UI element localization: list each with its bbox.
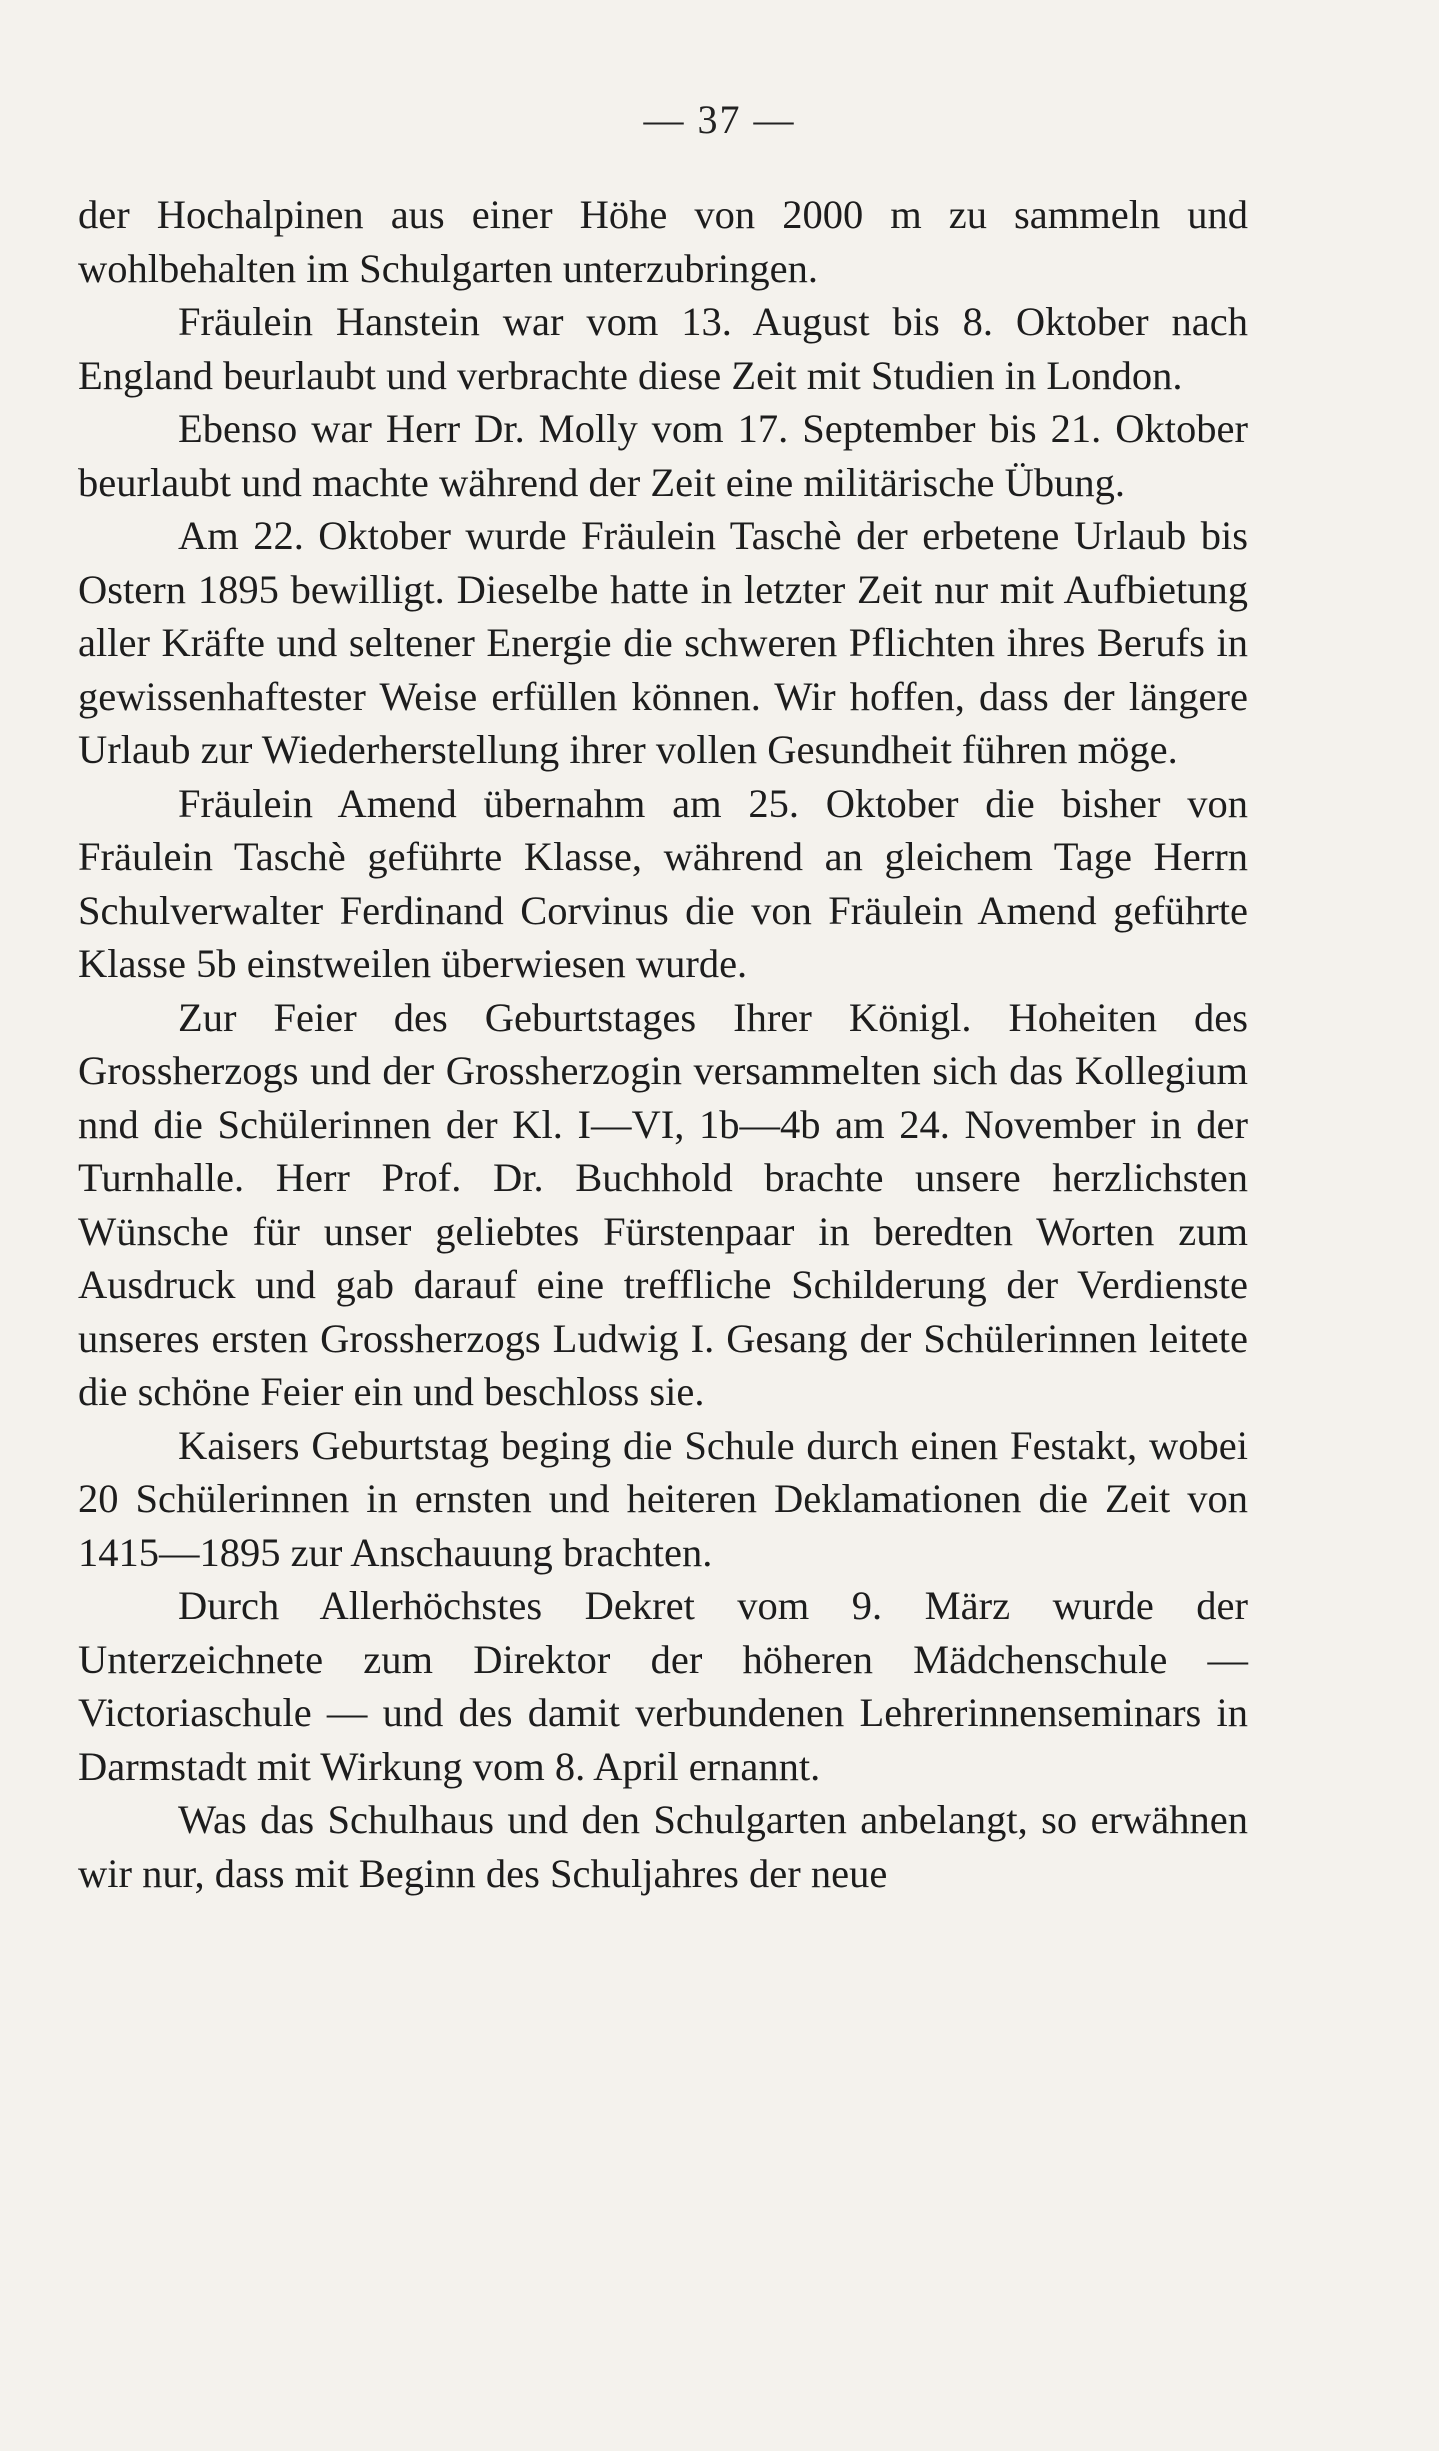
body-text	[78, 188, 1248, 1900]
paragraph: Zur Feier des Geburtstages Ihrer Königl. Hoheiten des Grossherzogs und der Grossherzogin versammelten sich das Kollegium nnd die Schülerinnen der Kl. I—VI, 1b—4b am 24. November in der Turnhalle. Herr Prof. Dr. Buchhold brachte unsere herzlichsten Wünsche für unser geliebtes Fürstenpaar in beredten Worten zum Ausdruck und gab darauf eine treffliche Schilderung der Verdienste unseres ersten Grossherzogs Ludwig I. Gesang der Schülerinnen leitete die schöne Feier ein und beschloss sie.	[78, 994, 1248, 1414]
paragraph: Durch Allerhöchstes Dekret vom 9. März wurde der Unterzeichnete zum Direktor der höheren Mädchenschule — Victoriaschule — und des damit verbundenen Lehrerinnenseminars in Darmstadt mit Wirkung vom 8. April ernannt.	[78, 1583, 1248, 1789]
paragraph: Was das Schulhaus und den Schulgarten anbelangt, so erwähnen wir nur, dass mit Beginn des Schuljahres der neue	[78, 1797, 1248, 1896]
paragraph: Fräulein Amend übernahm am 25. Oktober die bisher von Fräulein Taschè geführte Klasse, während an gleichem Tage Herrn Schulverwalter Ferdinand Corvinus die von Fräulein Amend geführte Klasse 5b einstweilen überwiesen wurde.	[78, 780, 1248, 986]
page-number: — 37 —	[643, 97, 796, 142]
paragraph: der Hochalpinen aus einer Höhe von 2000 m zu sammeln und wohlbehalten im Schulgarten unterzubringen.	[78, 192, 1248, 291]
paragraph: Fräulein Hanstein war vom 13. August bis 8. Oktober nach England beurlaubt und verbrachte diese Zeit mit Studien in London.	[78, 299, 1248, 398]
paragraph: Am 22. Oktober wurde Fräulein Taschè der erbetene Urlaub bis Ostern 1895 bewilligt. Dieselbe hatte in letzter Zeit nur mit Aufbietung aller Kräfte und seltener Energie die schweren Pflichten ihres Berufs in gewissenhaftester Weise erfüllen können. Wir hoffen, dass der längere Urlaub zur Wiederherstellung ihrer vollen Gesundheit führen möge.	[78, 513, 1248, 772]
paragraph: Ebenso war Herr Dr. Molly vom 17. September bis 21. Oktober beurlaubt und machte während der Zeit eine militärische Übung.	[78, 406, 1248, 505]
paragraph: Kaisers Geburtstag beging die Schule durch einen Festakt, wobei 20 Schülerinnen in ernsten und heiteren Deklamationen die Zeit von 1415—1895 zur Anschauung brachten.	[78, 1422, 1248, 1575]
